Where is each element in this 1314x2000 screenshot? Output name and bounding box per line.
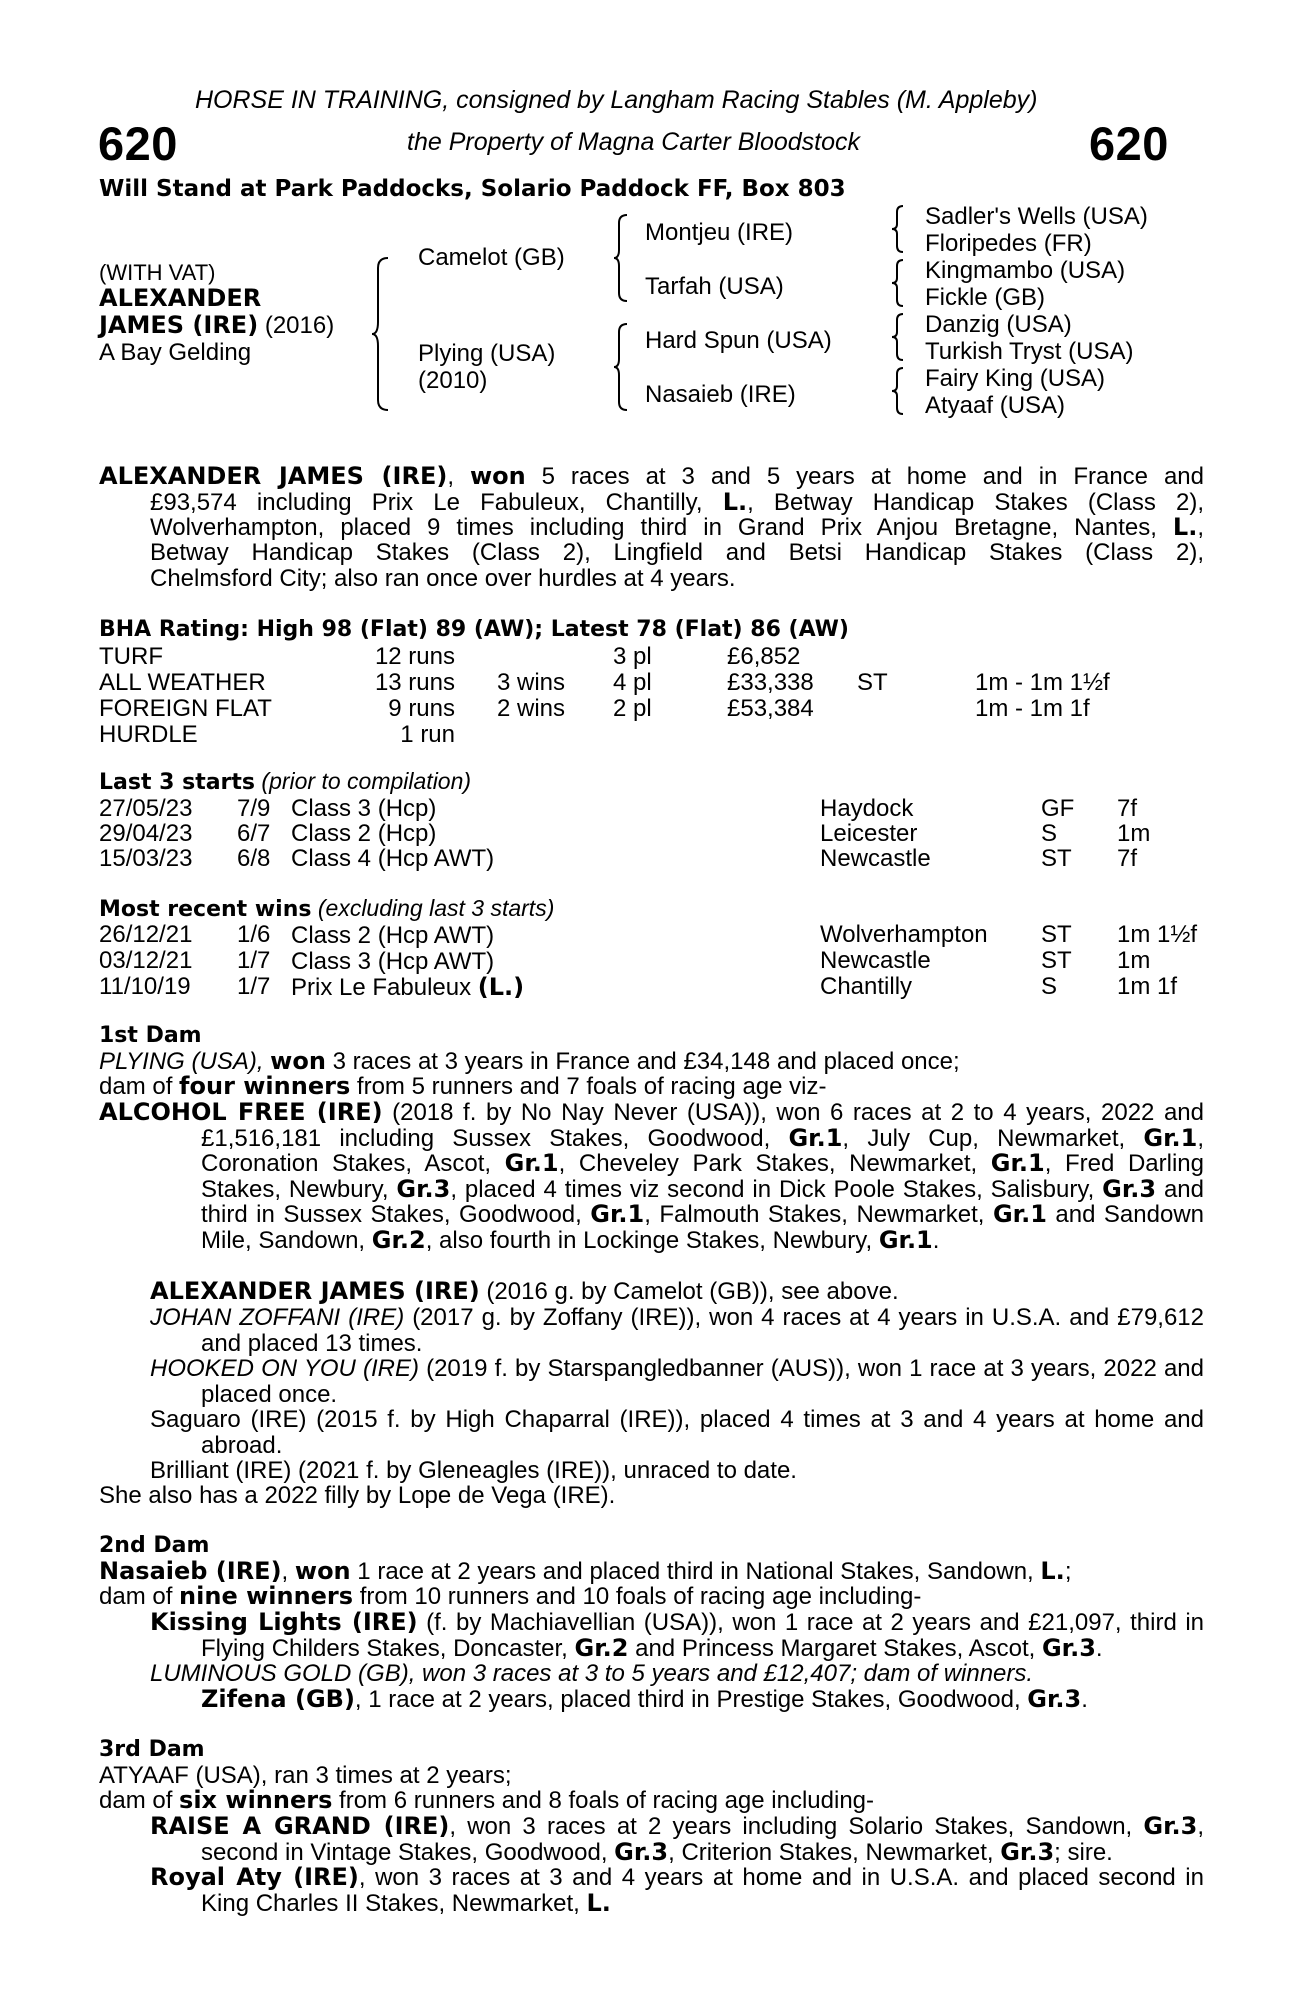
rating-runs: 9 runs [388, 695, 455, 722]
af-gr1-f: Gr.1 [992, 1200, 1047, 1228]
consignor-line: HORSE IN TRAINING, consigned by Langham Racing Stables (M. Appleby) [195, 86, 1038, 114]
recent-date: 26/12/21 [99, 921, 193, 948]
kl-text-3: . [1095, 1634, 1103, 1662]
recent-dist: 1m [1117, 947, 1151, 974]
pedigree-g-8: Atyaaf (USA) [925, 392, 1066, 419]
summary-won: won [469, 462, 526, 490]
af-text-6: , placed 4 times viz second in Dick Poole Stakes, Salisbury, [450, 1175, 1103, 1203]
aj-text: (2016 g. by Camelot (GB)), see above. [479, 1278, 899, 1305]
recent-race [291, 973, 524, 1002]
recent-heading [99, 895, 554, 922]
rating-wins: 3 wins [497, 669, 566, 696]
last3-going: GF [1041, 795, 1075, 822]
dam2-title: 2nd Dam [99, 1533, 210, 1558]
rating-cat: HURDLE [99, 721, 198, 748]
rg-text-2: , second in Vintage Stakes, Goodwood, [201, 1813, 1204, 1866]
recent-going: ST [1041, 921, 1072, 948]
last3-course: Leicester [820, 820, 918, 847]
vat-note: (WITH VAT) [99, 260, 216, 285]
pedigree-brace-dam [612, 322, 630, 412]
saguaro-entry: Saguaro (IRE) (2015 f. by High Chaparral (IRE)), placed 4 times at 3 and 4 years at home and abroad. [150, 1406, 1204, 1459]
summary-text-3a: Wolverhampton, placed 9 times including third in Grand Prix Anjou Bretagne, Nantes, [150, 514, 1173, 541]
rating-going: ST [857, 669, 888, 696]
last3-date: 29/04/23 [99, 820, 193, 847]
last3-dist: 7f [1117, 845, 1138, 872]
summary-text-2a: £93,574 including Prix Le Fabuleux, Chantilly, [150, 489, 723, 516]
last3-race: Class 4 (Hcp AWT) [291, 845, 495, 872]
pedigree-g-7: Fairy King (USA) [925, 365, 1106, 392]
rating-dist: 1m - 1m 1½f [975, 669, 1110, 696]
af-text-7: and third in Sussex Stakes, Goodwood, [201, 1175, 1204, 1228]
rg-text-1: , won 3 races at 2 years including Solario Stakes, Sandown, [449, 1813, 1144, 1840]
pedigree-sire-sire: Montjeu (IRE) [645, 219, 794, 246]
dam3-winners: six winners [179, 1786, 333, 1814]
recent-going: S [1041, 973, 1058, 1000]
rating-cat: TURF [99, 643, 163, 670]
recent-course: Newcastle [820, 947, 931, 974]
af-gr1-a: Gr.1 [788, 1123, 843, 1152]
pedigree-dam-year: (2010) [418, 367, 488, 394]
recent-dist: 1m 1½f [1117, 921, 1198, 948]
dam1-line-1 [99, 1049, 960, 1075]
rg-gr3-b: Gr.3 [614, 1837, 669, 1866]
last3-going: S [1041, 820, 1058, 847]
property-line: the Property of Magna Carter Bloodstock [407, 128, 861, 156]
ra-name: Royal Aty (IRE) [150, 1863, 359, 1891]
af-gr2: Gr.2 [371, 1225, 426, 1254]
horse-name-2: JAMES (IRE) [99, 311, 259, 339]
kl-gr3: Gr.3 [1041, 1633, 1096, 1662]
pedigree-g-5: Danzig (USA) [925, 311, 1072, 338]
af-text-10: , also fourth in Lockinge Stakes, Newbury, [425, 1226, 879, 1254]
pedigree-g-6: Turkish Tryst (USA) [925, 338, 1134, 365]
af-text-11: . [932, 1226, 940, 1254]
jz-text: (2017 g. by Zoffany (IRE)), won 4 races at 4 years in U.S.A. and £79,612 and placed 13 times. [201, 1304, 1205, 1357]
recent-date: 11/10/19 [99, 973, 191, 1000]
af-text-4: , Cheveley Park Stakes, Newmarket, [558, 1150, 991, 1177]
summary-line-1: ALEXANDER JAMES (IRE), won 5 races at 3 and 5 years at home and in France and [99, 462, 1205, 490]
dam3-damof: dam of [99, 1787, 180, 1814]
summary-text-1: 5 races at 3 and 5 years at home and in France and [525, 463, 1205, 490]
last3-course: Haydock [820, 795, 914, 822]
last3-pos: 6/8 [237, 845, 271, 872]
rating-pl: 4 pl [613, 669, 652, 696]
lot-number-left: 620 [98, 117, 178, 170]
rg-gr3-c: Gr.3 [1000, 1837, 1055, 1866]
pedigree-dam: Plying (USA) [418, 340, 556, 367]
recent-date: 03/12/21 [99, 947, 193, 974]
summary-line-4: Betway Handicap Stakes (Class 2), Lingfield and Betsi Handicap Stakes (Class 2), [150, 539, 1204, 566]
zifena-entry [201, 1687, 1088, 1713]
last3-pos: 7/9 [237, 795, 271, 822]
dam3-title: 3rd Dam [99, 1737, 205, 1762]
alcohol-free-name: ALCOHOL FREE (IRE) [99, 1098, 383, 1126]
rating-runs: 12 runs [374, 643, 455, 670]
pedigree-brace-main [370, 256, 392, 412]
recent-pos: 1/6 [237, 921, 271, 948]
jz-entry [150, 1305, 1204, 1356]
lot-number-right: 620 [1089, 117, 1169, 170]
recent-pos: 1/7 [237, 947, 271, 974]
rating-cat: FOREIGN FLAT [99, 695, 272, 722]
kl-text-1: (f. by Machiavellian (USA)), won 1 race at 2 years and £21,097, third in Flying Childers Stakes, Doncaster, [201, 1609, 1204, 1662]
recent-race-text: Class 2 (Hcp AWT) [291, 922, 495, 949]
rating-wins: 2 wins [497, 695, 566, 722]
last3-dist: 7f [1117, 795, 1138, 822]
pedigree-sire-dam: Tarfah (USA) [645, 273, 784, 300]
raise-a-grand-entry [150, 1814, 1204, 1865]
af-text-3: , Coronation Stakes, Ascot, [201, 1124, 1205, 1177]
royal-aty-entry [150, 1865, 1204, 1916]
dam2-record: 1 race at 2 years and placed third in National Stakes, Sandown, [350, 1558, 1041, 1585]
af-text-9: and Sandown Mile, Sandown, [201, 1201, 1204, 1254]
rg-name: RAISE A GRAND (IRE) [150, 1812, 450, 1840]
recent-race-text: Class 3 (Hcp AWT) [291, 948, 495, 975]
rating-money: £33,338 [727, 669, 814, 696]
jz-name: JOHAN ZOFFANI (IRE) [150, 1304, 405, 1331]
af-gr1-d: Gr.1 [990, 1149, 1045, 1177]
summary-listed-1: L. [722, 488, 748, 516]
aj-name: ALEXANDER JAMES (IRE) [150, 1277, 480, 1305]
zf-text-1: , 1 race at 2 years, placed third in Prestige Stakes, Goodwood, [354, 1686, 1028, 1713]
recent-title: Most recent wins [99, 897, 312, 922]
af-gr3-a: Gr.3 [396, 1174, 451, 1203]
rg-text-3: , Criterion Stakes, Newmarket, [668, 1838, 1001, 1866]
horse-name-line1: ALEXANDER [99, 284, 262, 312]
dam1-also: She also has a 2022 filly by Lope de Vega (IRE). [99, 1482, 616, 1509]
summary-text-3b: , [1197, 514, 1204, 541]
last3-dist: 1m [1117, 820, 1151, 847]
dam2-winners: nine winners [179, 1582, 354, 1610]
pedigree-dam-sire: Hard Spun (USA) [645, 327, 832, 354]
kl-gr2: Gr.2 [574, 1633, 629, 1662]
dam3-line-1: ATYAAF (USA), ran 3 times at 2 years; [99, 1762, 512, 1789]
last3-date: 15/03/23 [99, 845, 193, 872]
kl-text-2: and Princess Margaret Stakes, Ascot, [628, 1634, 1042, 1662]
brilliant-entry: Brilliant (IRE) (2021 f. by Gleneagles (IRE)), unraced to date. [150, 1457, 797, 1484]
last3-title: Last 3 starts [99, 770, 256, 795]
recent-pos: 1/7 [237, 973, 271, 1000]
dam2-won: won [294, 1557, 351, 1585]
rg-text-4: ; sire. [1054, 1838, 1113, 1866]
summary-listed-2: L. [1172, 513, 1198, 541]
kissing-lights-entry [150, 1610, 1204, 1661]
pedigree-g-4: Fickle (GB) [925, 284, 1045, 311]
af-gr1-e: Gr.1 [590, 1200, 645, 1228]
pedigree-g-2: Floripedes (FR) [925, 230, 1092, 257]
dam2-comma: , [281, 1558, 295, 1585]
af-text-8: , Falmouth Stakes, Newmarket, [644, 1201, 993, 1228]
recent-race [291, 947, 494, 976]
recent-subtitle: (excluding last 3 starts) [311, 895, 555, 921]
dam1-line-2 [99, 1074, 826, 1100]
dam2-name: Nasaieb (IRE) [99, 1557, 282, 1585]
recent-race-text: Prix Le Fabuleux [291, 974, 478, 1001]
summary-line-2 [150, 490, 1204, 516]
recent-going: ST [1041, 947, 1072, 974]
dam2-damof: dam of [99, 1583, 180, 1610]
alcohol-free-entry [99, 1098, 1205, 1254]
dam2-line-2 [99, 1584, 921, 1610]
rg-gr3-a: Gr.3 [1143, 1812, 1198, 1840]
summary-text-2b: , Betway Handicap Stakes (Class 2), [747, 489, 1204, 516]
hy-name: HOOKED ON YOU (IRE) [150, 1355, 419, 1382]
rating-dist: 1m - 1m 1f [975, 695, 1090, 722]
hy-text: (2019 f. by Starspangledbanner (AUS)), won 1 race at 3 years, 2022 and placed once. [201, 1355, 1204, 1408]
aj-entry [150, 1279, 899, 1305]
last3-going: ST [1041, 845, 1072, 872]
last3-race: Class 3 (Hcp) [291, 795, 437, 822]
recent-race-grade: (L.) [477, 973, 525, 1001]
zf-name: Zifena (GB) [201, 1685, 355, 1713]
dam2-line-1 [99, 1559, 1071, 1585]
last3-subtitle: (prior to compilation) [255, 768, 472, 794]
pedigree-brace-sire [612, 213, 630, 303]
stand-location: Will Stand at Park Paddocks, Solario Paddock FF, Box 803 [99, 176, 846, 202]
rating-runs: 13 runs [374, 669, 455, 696]
dam1-damof: dam of [99, 1073, 180, 1100]
foaling-year: (2016) [258, 312, 335, 339]
recent-course: Wolverhampton [820, 921, 988, 948]
pedigree-sire: Camelot (GB) [418, 244, 565, 271]
recent-course: Chantilly [820, 973, 913, 1000]
dam3-runners: from 6 runners and 8 foals of racing age including- [332, 1787, 875, 1814]
dam1-winners: four winners [179, 1072, 351, 1100]
last3-heading [99, 768, 471, 795]
dam1-runners: from 5 runners and 7 foals of racing age viz- [350, 1073, 827, 1100]
summary-line-3 [150, 515, 1204, 541]
pedigree-dam-dam: Nasaieb (IRE) [645, 381, 796, 408]
af-gr3-b: Gr.3 [1102, 1174, 1157, 1203]
af-text-5: , Fred Darling Stakes, Newbury, [201, 1150, 1204, 1203]
af-gr1-b: Gr.1 [1143, 1123, 1198, 1152]
dam2-runners: from 10 runners and 10 foals of racing age including- [353, 1583, 922, 1610]
dam1-title: 1st Dam [99, 1023, 202, 1048]
pedigree-g-1: Sadler's Wells (USA) [925, 203, 1148, 230]
zf-gr3: Gr.3 [1027, 1685, 1082, 1713]
summary-horse-name: ALEXANDER JAMES (IRE) [99, 462, 448, 490]
rating-cat: ALL WEATHER [99, 669, 266, 696]
hy-entry [150, 1356, 1204, 1407]
bha-rating-title: BHA Rating: High 98 (Flat) 89 (AW); Latest 78 (Flat) 86 (AW) [99, 617, 849, 642]
pedigree-brace-g1 [890, 204, 906, 254]
last3-pos: 6/7 [237, 820, 271, 847]
af-gr1-g: Gr.1 [878, 1225, 933, 1254]
ra-text-1: , won 3 races at 3 and 4 years at home and in U.S.A. and placed second in King Charles II Stakes, Newmarket, [201, 1864, 1204, 1917]
pedigree-brace-g2 [890, 258, 906, 308]
dam2-semicolon: ; [1064, 1558, 1072, 1585]
recent-dist: 1m 1f [1117, 973, 1178, 1000]
dam3-line-2 [99, 1788, 874, 1814]
dam1-won: won [270, 1047, 326, 1075]
last3-course: Newcastle [820, 845, 931, 872]
dam1-record: 3 races at 3 years in France and £34,148 and placed once; [325, 1048, 960, 1075]
last3-race: Class 2 (Hcp) [291, 820, 437, 847]
pedigree-g-3: Kingmambo (USA) [925, 257, 1126, 284]
dam2-listed: L. [1040, 1557, 1065, 1585]
af-gr1-c: Gr.1 [504, 1149, 559, 1177]
recent-race [291, 921, 494, 950]
dam1-name: PLYING (USA), [99, 1048, 271, 1075]
pedigree-brace-g3 [890, 312, 906, 362]
last3-date: 27/05/23 [99, 795, 193, 822]
af-text-1: (2018 f. by No Nay Never (USA)), won 6 races at 2 to 4 years, 2022 and £1,516,181 including Sussex Stakes, Goodwood, [201, 1099, 1205, 1152]
pedigree-brace-g4 [890, 366, 906, 416]
ra-listed: L. [586, 1888, 611, 1917]
luminous-gold-entry: LUMINOUS GOLD (GB), won 3 races at 3 to 5 years and £12,407; dam of winners. [150, 1660, 1034, 1687]
rating-runs: 1 run [400, 721, 455, 748]
rating-pl: 3 pl [613, 643, 652, 670]
rating-money: £6,852 [727, 643, 801, 670]
summary-line-5: Chelmsford City; also ran once over hurdles at 4 years. [150, 565, 736, 592]
horse-name-line2 [99, 311, 334, 340]
rating-money: £53,384 [727, 695, 814, 722]
rating-pl: 2 pl [613, 695, 652, 722]
horse-description: A Bay Gelding [99, 339, 252, 366]
kl-name: Kissing Lights (IRE) [150, 1608, 418, 1636]
af-text-2: , July Cup, Newmarket, [842, 1124, 1144, 1152]
zf-text-2: . [1081, 1686, 1088, 1713]
